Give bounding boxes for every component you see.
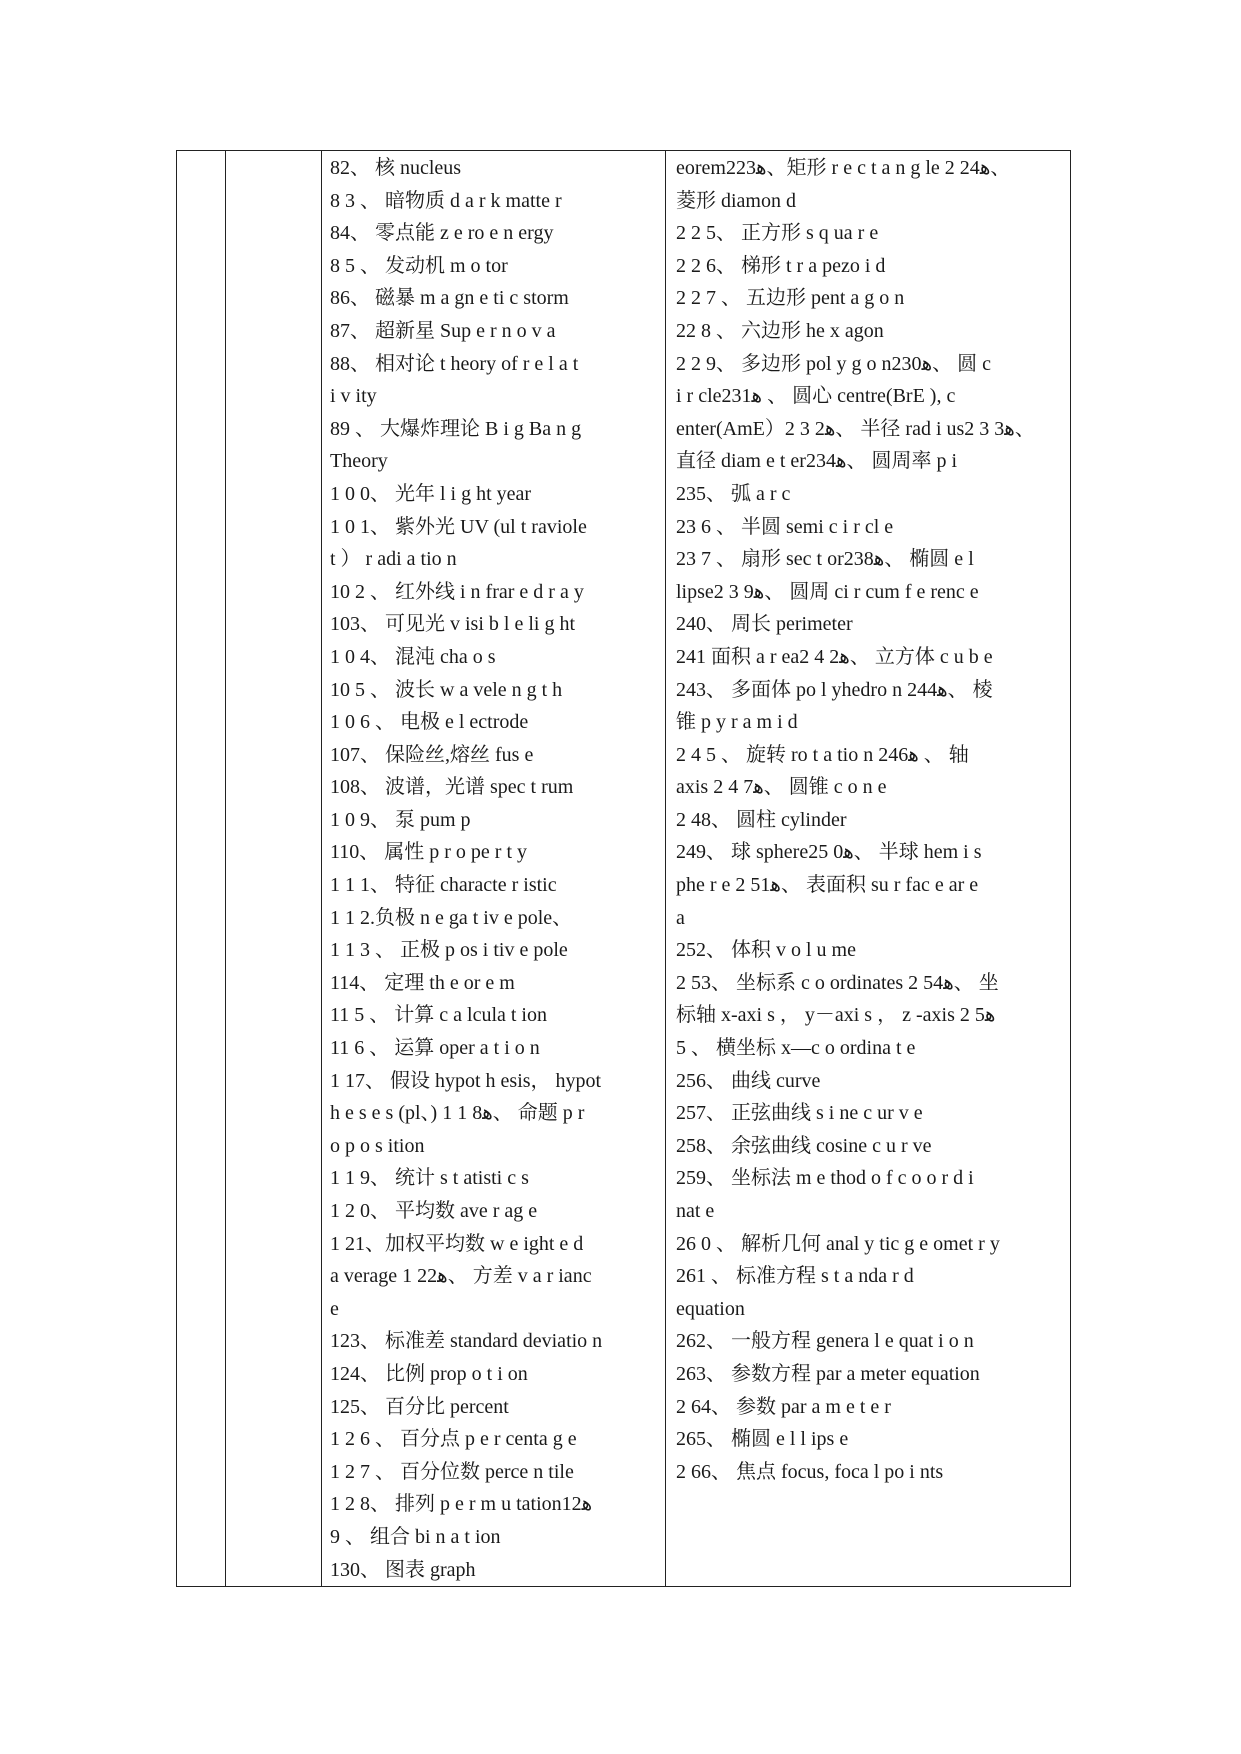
vocab-line: 1 1 3 、 正极 p os i tiv e pole xyxy=(330,939,568,962)
vocab-line: 1 0 9、 泵 pum p xyxy=(330,808,471,831)
vocab-line: o p o s ition xyxy=(330,1134,425,1157)
vocab-line: a xyxy=(676,906,685,929)
vocab-line: lipse2 3 9ﻫ、 圆周 ci r cum f e renc e xyxy=(676,580,979,603)
vocab-line: 5 、 横坐标 x—c o ordina t e xyxy=(676,1037,916,1060)
vocab-line: 1 21、加权平均数 w e ight e d xyxy=(330,1232,584,1255)
vocab-line: 2 2 7 、 五边形 pent a g o n xyxy=(676,287,905,310)
left-vocabulary-cell xyxy=(322,151,666,1587)
vocab-line: 257、 正弦曲线 s i ne c ur v e xyxy=(676,1102,923,1125)
vocab-line: 2 4 5 、 旋转 ro t a tio n 246ﻫ 、 轴 xyxy=(676,743,969,766)
vocab-line: 9 、 组合 bi n a t ion xyxy=(330,1525,501,1548)
vocab-line: 11 5 、 计算 c a lcula t ion xyxy=(330,1004,547,1027)
vocab-line: 8 3 、 暗物质 d a r k matte r xyxy=(330,189,562,212)
vocab-line: 10 2 、 红外线 i n frar e d r a y xyxy=(330,580,584,603)
right-column-text xyxy=(666,151,1070,1488)
vocab-line: 262、 一般方程 genera l e quat i o n xyxy=(676,1330,974,1353)
vocab-line: 124、 比例 prop o t i on xyxy=(330,1362,528,1385)
vocab-line: 1 2 7 、 百分位数 perce n tile xyxy=(330,1460,574,1483)
vocab-line: 2 64、 参数 par a m e t e r xyxy=(676,1395,891,1418)
vocab-line: 241 面积 a r ea2 4 2ﻫ、 立方体 c u b e xyxy=(676,645,993,668)
vocab-line: 114、 定理 th e or e m xyxy=(330,971,515,994)
vocab-line: 1 0 4、 混沌 cha o s xyxy=(330,645,496,668)
table-row xyxy=(177,151,1071,1587)
vocab-line: 87、 超新星 Sup e r n o v a xyxy=(330,319,556,342)
vocab-line: 125、 百分比 percent xyxy=(330,1395,509,1418)
vocab-line: 菱形 diamon d xyxy=(676,189,796,212)
vocab-line: 110、 属性 p r o pe r t y xyxy=(330,841,528,864)
empty-cell-2 xyxy=(226,151,322,1587)
vocab-line: 89 、 大爆炸理论 B i g Ba n g xyxy=(330,417,582,440)
vocab-line: 2 48、 圆柱 cylinder xyxy=(676,808,847,831)
vocab-line: 2 53、 坐标系 c o ordinates 2 54ﻫ、 坐 xyxy=(676,971,999,994)
vocab-line: i r cle231ﻫ 、 圆心 centre(BrE ), c xyxy=(676,385,956,408)
vocab-line: 锥 p y r a m i d xyxy=(676,711,798,734)
vocab-line: 252、 体积 v o l u me xyxy=(676,939,856,962)
vocab-line: 240、 周长 perimeter xyxy=(676,613,853,636)
vocab-line: 1 1 9、 统计 s t atisti c s xyxy=(330,1167,529,1190)
vocab-line: 1 17、 假设 hypot h esis， hypot xyxy=(330,1069,602,1092)
vocab-line: 23 7 、 扇形 sec t or238ﻫ、 椭圆 e l xyxy=(676,548,974,571)
vocab-line: 8 5 、 发动机 m o tor xyxy=(330,254,508,277)
left-column-text xyxy=(322,151,665,1586)
vocab-line: equation xyxy=(676,1297,745,1320)
vocab-line: 1 0 1、 紫外光 UV (ul t raviole xyxy=(330,515,587,538)
vocab-line: h e s e s (pl、) 1 1 8ﻫ、 命题 p r xyxy=(330,1102,585,1125)
vocab-line: 259、 坐标法 m e thod o f c o o r d i xyxy=(676,1167,974,1190)
vocab-line: 2 2 5、 正方形 s q ua r e xyxy=(676,222,879,245)
vocab-line: 107、 保险丝,熔丝 fus e xyxy=(330,743,534,766)
vocab-line: 258、 余弦曲线 cosine c u r ve xyxy=(676,1134,932,1157)
vocab-line: nat e xyxy=(676,1200,715,1222)
empty-cell-1 xyxy=(177,151,226,1587)
vocab-line: enter(AmE）2 3 2ﻫ、 半径 rad i us2 3 3ﻫ、 xyxy=(676,417,1035,440)
vocab-line: 103、 可见光 v isi b l e li g ht xyxy=(330,613,575,636)
right-vocabulary-cell xyxy=(666,151,1071,1587)
vocab-line: 1 2 0、 平均数 ave r ag e xyxy=(330,1200,538,1222)
vocab-line: 82、 核 nucleus xyxy=(330,157,462,179)
vocab-line: 108、 波谱，光谱 spec t rum xyxy=(330,776,574,799)
vocab-line: 26 0 、 解析几何 anal y tic g e omet r y xyxy=(676,1232,1000,1255)
vocab-line: 2 2 9、 多边形 pol y g o n230ﻫ、 圆 c xyxy=(676,352,991,375)
vocab-line: 130、 图表 graph xyxy=(330,1558,476,1581)
vocab-line: 1 0 6 、 电极 e l ectrode xyxy=(330,711,529,734)
vocab-line: 直径 diam e t er234ﻫ、 圆周率 p i xyxy=(676,450,958,473)
vocab-line: Theory xyxy=(330,450,388,473)
vocab-line: eorem223ﻫ、矩形 r e c t a n g le 2 24ﻫ、 xyxy=(676,157,1011,179)
vocab-line: 1 2 8、 排列 p e r m u tation12ﻫ xyxy=(330,1493,593,1516)
vocab-line: 249、 球 sphere25 0ﻫ、 半球 hem i s xyxy=(676,841,982,864)
vocab-line: 2 66、 焦点 focus, foca l po i nts xyxy=(676,1460,944,1483)
vocab-line: 1 1 1、 特征 characte r istic xyxy=(330,874,557,897)
vocab-line: 1 1 2.负极 n e ga t iv e pole、 xyxy=(330,906,573,929)
vocab-line: t ） r adi a tio n xyxy=(330,548,457,571)
vocab-line: 10 5 、 波长 w a vele n g t h xyxy=(330,678,563,701)
vocab-line: 23 6 、 半圆 semi c i r cl e xyxy=(676,515,894,538)
vocab-line: 243、 多面体 po l yhedro n 244ﻫ、 棱 xyxy=(676,678,993,701)
vocab-line: 标轴 x-axi s ， y－axi s ， z -axis 2 5ﻫ xyxy=(676,1004,996,1027)
vocab-line: e xyxy=(330,1297,339,1320)
vocab-line: 84、 零点能 z e ro e n ergy xyxy=(330,222,554,245)
vocabulary-table xyxy=(176,150,1071,1587)
vocab-line: 256、 曲线 curve xyxy=(676,1069,821,1092)
vocab-line: 88、 相对论 t heory of r e l a t xyxy=(330,352,579,375)
vocab-line: 11 6 、 运算 oper a t i o n xyxy=(330,1037,540,1060)
vocab-line: 263、 参数方程 par a meter equation xyxy=(676,1362,980,1385)
vocab-line: 235、 弧 a r c xyxy=(676,482,791,505)
vocab-line: 123、 标准差 standard deviatio n xyxy=(330,1330,603,1353)
vocab-line: phe r e 2 51ﻫ、 表面积 su r fac e ar e xyxy=(676,874,979,897)
vocab-line: 261 、 标准方程 s t a nda r d xyxy=(676,1265,914,1288)
vocab-line: a verage 1 22ﻫ、 方差 v a r ianc xyxy=(330,1265,592,1288)
vocab-line: i v ity xyxy=(330,385,377,408)
vocab-line: 265、 椭圆 e l l ips e xyxy=(676,1428,849,1451)
vocab-line: 1 0 0、 光年 l i g ht year xyxy=(330,482,532,505)
vocab-line: 22 8 、 六边形 he x agon xyxy=(676,319,884,342)
vocab-line: 86、 磁暴 m a gn e ti c storm xyxy=(330,287,569,310)
vocab-line: axis 2 4 7ﻫ、 圆锥 c o n e xyxy=(676,776,887,799)
vocab-line: 2 2 6、 梯形 t r a pezo i d xyxy=(676,254,886,277)
vocab-line: 1 2 6 、 百分点 p e r centa g e xyxy=(330,1428,577,1451)
